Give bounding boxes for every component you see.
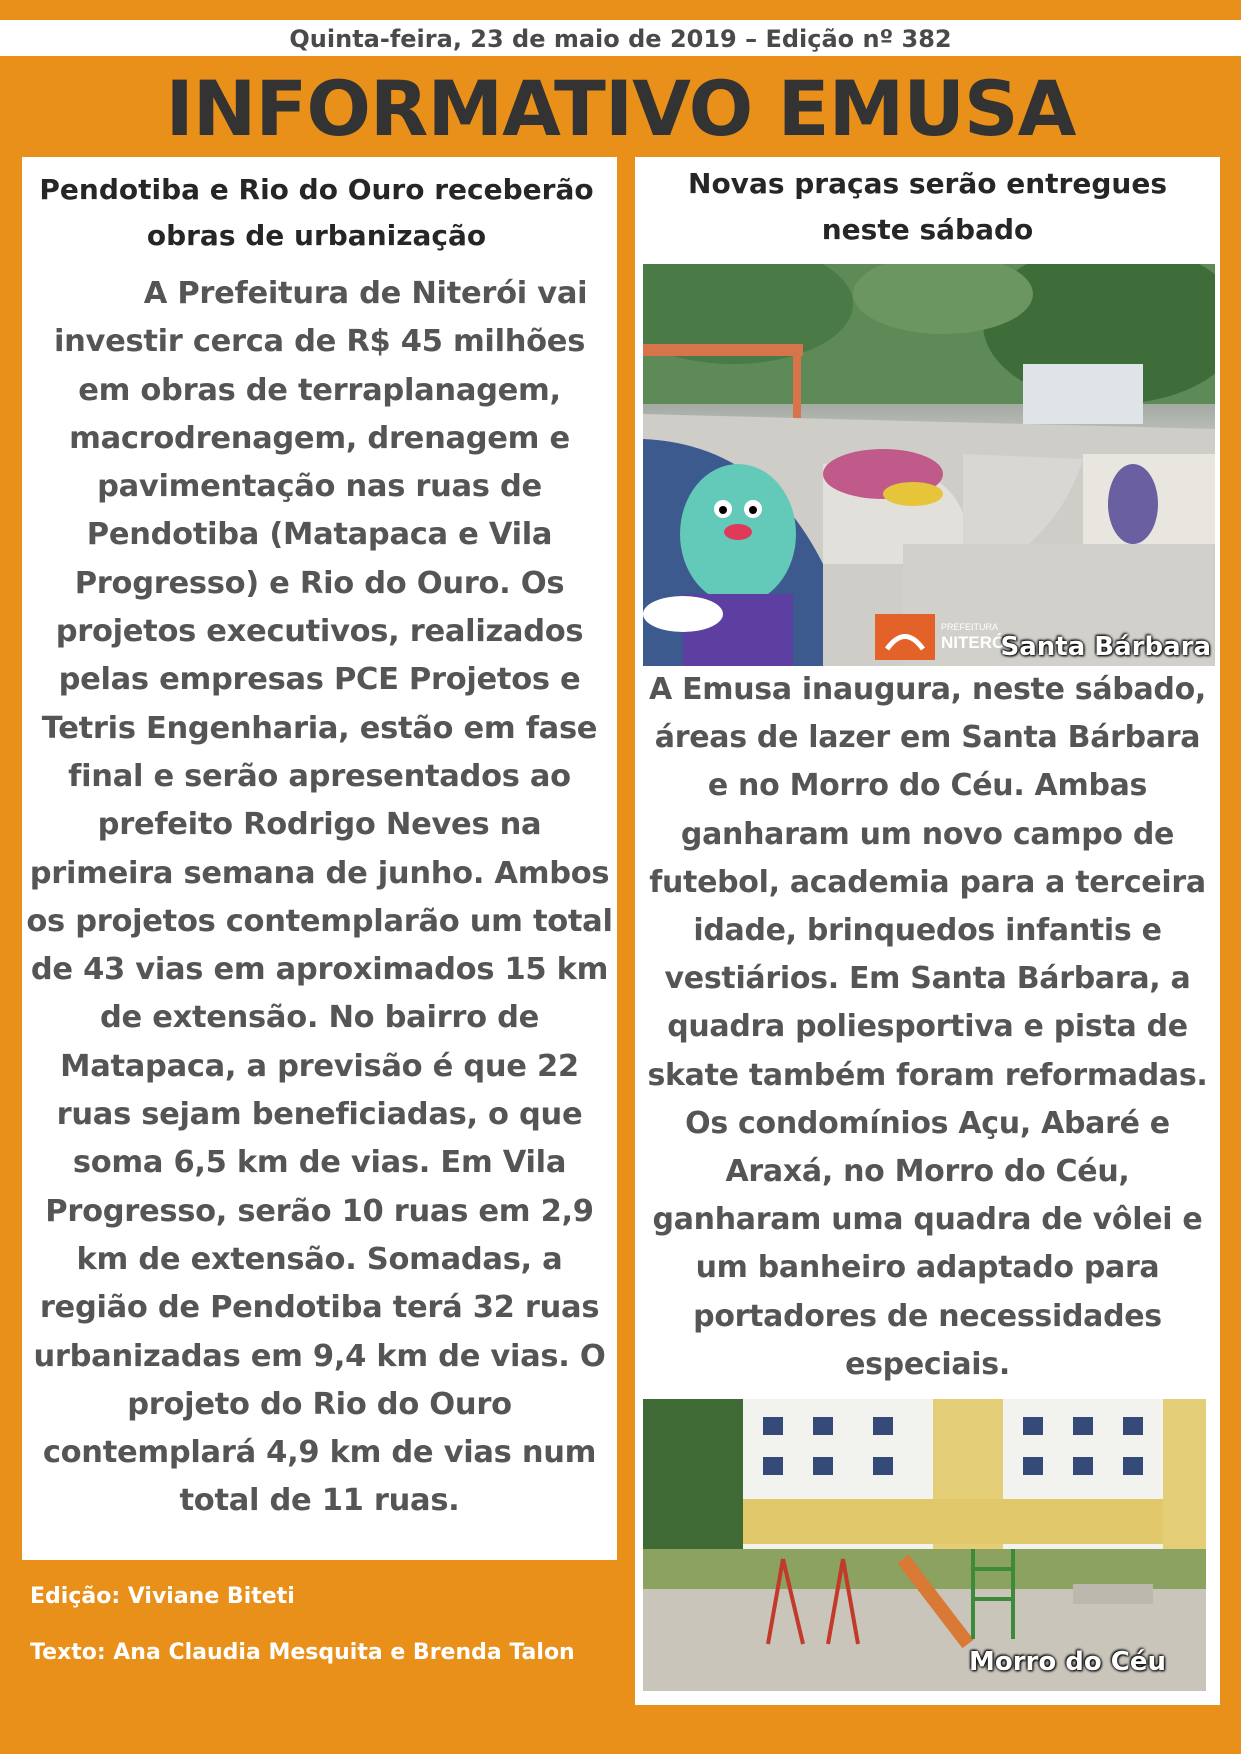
right-article [635,157,1220,1705]
left-headline-line1: Pendotiba e Rio do Ouro receberão [39,173,594,206]
left-headline-line2: obras de urbanização [146,219,487,252]
left-article-headline [22,167,617,259]
niteroi-logo-text: NITERÓI [941,633,1010,652]
edition-credit: Edição: Viviane Biteti [30,1584,295,1609]
morro-do-ceu-photo [643,1399,1206,1691]
dateline: Quinta-feira, 23 de maio de 2019 – Edição nº 382 [0,20,1241,56]
morro-do-ceu-caption: Morro do Céu [968,1647,1166,1678]
right-headline-line1: Novas praças serão entregues [688,167,1167,200]
left-article-body-wrapper [26,270,613,1526]
left-article-body: A Prefeitura de Niterói vai investir cerca de R$ 45 milhões em obras de terraplanagem, macrodrenagem, drenagem e pavimentação nas ruas de Pendotiba (Matapaca e Vila Progresso) e Rio do Ouro. Os projetos executivos, realizados pelas empresas PCE Projetos e Tetris Engenharia, estão em fase final e serão apresentados ao prefeito Rodrigo Neves na primeira semana de junho. Ambos os projetos contemplarão um total de 43 vias em aproximados 15 km de extensão. No bairro de Matapaca, a previsão é que 22 ruas sejam beneficiadas, o que soma 6,5 km de vias. Em Vila Progresso, serão 10 ruas em 2,9 km de extensão. Somadas, a região de Pendotiba terá 32 ruas urbanizadas em 9,4 km de vias. O projeto do Rio do Ouro contemplará 4,9 km de vias num total de 11 ruas. [26,276,613,1519]
skate-park-illustration [643,264,1215,666]
newsletter-title: INFORMATIVO EMUSA [165,64,1076,153]
santa-barbara-photo [643,264,1215,666]
santa-barbara-caption: Santa Bárbara [1000,632,1211,662]
text-credit: Texto: Ana Claudia Mesquita e Brenda Talon [30,1640,575,1665]
svg-text:PREFEITURA: PREFEITURA [941,622,999,632]
left-article [22,157,617,1560]
right-headline-line2: neste sábado [821,213,1034,246]
right-article-headline [635,161,1220,253]
right-article-body: A Emusa inaugura, neste sábado, áreas de lazer em Santa Bárbara e no Morro do Céu. Ambas ganharam um novo campo de futebol, academia para a terceira idade, brinquedos infantis e vestiários. Em Santa Bárbara, a quadra poliesportiva e pista de skate também foram reformadas. Os condomínios Açu, Abaré e Araxá, no Morro do Céu, ganharam uma quadra de vôlei e um banheiro adaptado para portadores de necessidades especiais. [647,672,1208,1382]
